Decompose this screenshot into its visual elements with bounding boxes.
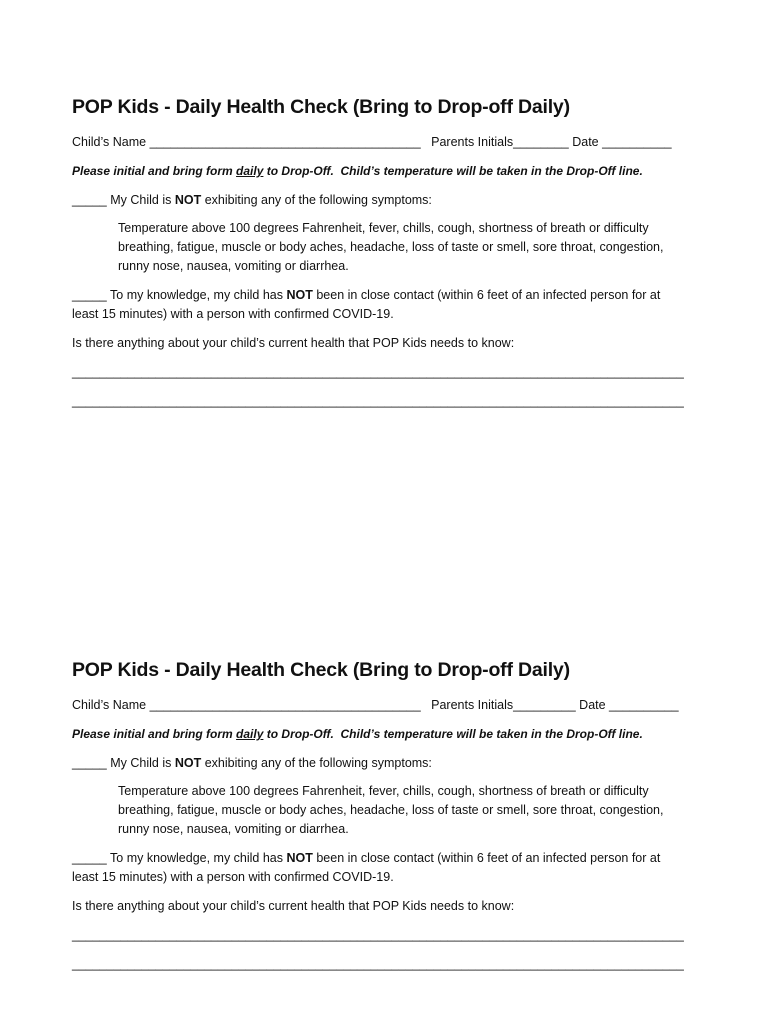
health-question: Is there anything about your child’s current health that POP Kids needs to know: <box>72 899 515 913</box>
contact-attestation <box>72 286 677 324</box>
symptom-initial-blank[interactable]: _____ <box>72 193 107 207</box>
child-name-field[interactable]: Child’s Name _______________________________________ <box>72 135 421 149</box>
child-name-field[interactable]: Child’s Name _______________________________________ <box>72 698 421 712</box>
instruction-pre: Please initial and bring form <box>72 164 237 178</box>
instruction-pre: Please initial and bring form <box>72 727 237 741</box>
answer-line-1[interactable]: ________________________________________________________________________________________ <box>72 928 684 942</box>
date-field[interactable]: Date __________ <box>572 135 672 149</box>
symptom-initial-blank[interactable]: _____ <box>72 756 107 770</box>
answer-line-2[interactable]: ________________________________________________________________________________________ <box>72 957 684 971</box>
symptom-attestation <box>72 191 682 210</box>
contact-attestation <box>72 849 677 887</box>
instruction-post: to Drop-Off. Child’s temperature will be taken in the Drop-Off line. <box>263 727 643 741</box>
instruction-daily: daily <box>236 164 264 178</box>
form-title: POP Kids - Daily Health Check (Bring to Drop-off Daily) <box>72 96 570 118</box>
check2-pre: To my knowledge, my child has <box>110 288 287 302</box>
instruction-daily: daily <box>236 727 264 741</box>
symptom-list: Temperature above 100 degrees Fahrenheit, fever, chills, cough, shortness of breath or difficulty breathing, fatigue, muscle or body aches, headache, loss of taste or smell, sore throat, congestion, runny nose, nausea, vomiting or diarrhea. <box>118 221 664 273</box>
parents-initials-field[interactable]: Parents Initials________ <box>431 135 569 149</box>
date-field[interactable]: Date __________ <box>579 698 679 712</box>
check1-pre: My Child is <box>110 193 175 207</box>
check2-not: NOT <box>286 851 313 865</box>
check2-post: been in close contact (within 6 feet of an infected person for at least 15 minutes) with a person with confirmed COVID-19. <box>72 288 661 321</box>
check1-not: NOT <box>174 756 202 770</box>
symptom-list: Temperature above 100 degrees Fahrenheit, fever, chills, cough, shortness of breath or difficulty breathing, fatigue, muscle or body aches, headache, loss of taste or smell, sore throat, congestion, runny nose, nausea, vomiting or diarrhea. <box>118 784 664 836</box>
instruction-text <box>72 725 682 744</box>
check2-not: NOT <box>286 288 313 302</box>
contact-initial-blank[interactable]: _____ <box>72 288 107 302</box>
symptom-attestation <box>72 754 682 773</box>
health-check-form-2 <box>72 655 682 974</box>
parents-initials-field[interactable]: Parents Initials_________ <box>431 698 576 712</box>
name-initials-date-row <box>72 696 682 715</box>
contact-initial-blank[interactable]: _____ <box>72 851 107 865</box>
form-title: POP Kids - Daily Health Check (Bring to Drop-off Daily) <box>72 659 570 681</box>
check1-not: NOT <box>174 193 202 207</box>
instruction-text <box>72 162 682 181</box>
instruction-post: to Drop-Off. Child’s temperature will be taken in the Drop-Off line. <box>263 164 643 178</box>
health-check-form-1 <box>72 92 682 411</box>
answer-line-2[interactable]: ________________________________________________________________________________________ <box>72 394 684 408</box>
name-initials-date-row <box>72 133 682 152</box>
answer-line-1[interactable]: ________________________________________________________________________________________ <box>72 365 684 379</box>
check2-pre: To my knowledge, my child has <box>110 851 287 865</box>
check2-post: been in close contact (within 6 feet of an infected person for at least 15 minutes) with a person with confirmed COVID-19. <box>72 851 661 884</box>
health-question: Is there anything about your child’s current health that POP Kids needs to know: <box>72 336 515 350</box>
check1-post: exhibiting any of the following symptoms: <box>201 193 432 207</box>
check1-pre: My Child is <box>110 756 175 770</box>
check1-post: exhibiting any of the following symptoms: <box>201 756 432 770</box>
